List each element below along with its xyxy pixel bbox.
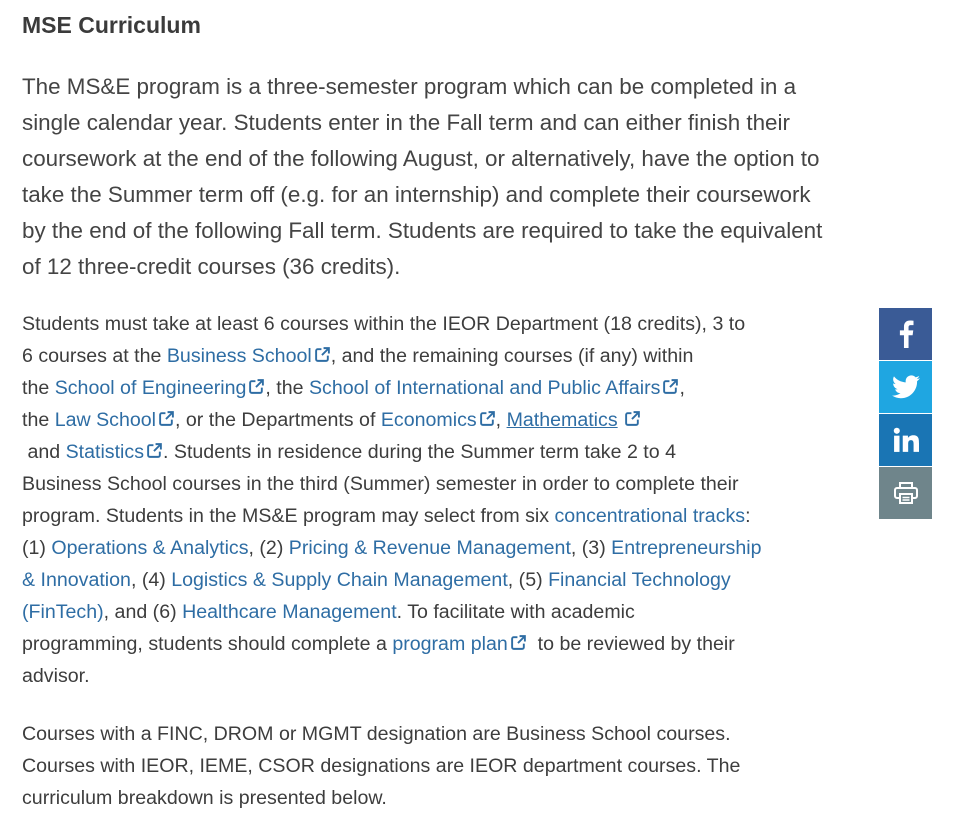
fintech-link[interactable]: (FinTech) xyxy=(22,601,104,623)
body-text: . Students in residence during the Summer term take 2 to 4 xyxy=(163,441,676,463)
sipa-link[interactable] xyxy=(309,377,679,399)
entrepreneurship-link[interactable]: & Innovation xyxy=(22,569,131,591)
body-line xyxy=(22,532,852,564)
facebook-share-button[interactable] xyxy=(879,308,932,360)
body-line xyxy=(22,404,852,436)
logistics-supply-chain-link[interactable]: Logistics & Supply Chain Management xyxy=(171,569,508,591)
external-link-icon xyxy=(146,442,163,459)
statistics-link[interactable] xyxy=(66,441,163,463)
body-line xyxy=(22,660,852,692)
body-text: , (5) xyxy=(507,569,549,591)
body-text: , (3) xyxy=(570,537,612,559)
school-of-engineering-link[interactable] xyxy=(55,377,266,399)
intro-line: single calendar year. Students enter in the Fall term and can either finish their xyxy=(22,110,790,135)
business-school-link[interactable] xyxy=(167,345,331,367)
share-toolbar xyxy=(879,308,932,520)
body-line xyxy=(22,340,852,372)
body-text: . To facilitate with academic xyxy=(396,601,635,623)
body-text: , and (6) xyxy=(103,601,183,623)
healthcare-management-link[interactable]: Healthcare Management xyxy=(182,601,397,623)
facebook-icon xyxy=(895,320,917,348)
intro-line: The MS&E program is a three-semester program which can be completed in a xyxy=(22,74,797,99)
link-text: Economics xyxy=(380,409,477,431)
external-link-icon xyxy=(248,378,265,395)
body-text: the xyxy=(22,377,55,399)
body-text: (1) xyxy=(22,537,52,559)
closing-line: Courses with IEOR, IEME, CSOR designations are IEOR department courses. The xyxy=(22,755,741,777)
body-line xyxy=(22,500,852,532)
twitter-share-button[interactable] xyxy=(879,361,932,413)
body-line xyxy=(22,628,852,660)
linkedin-icon xyxy=(893,427,919,453)
body-text: advisor. xyxy=(22,665,90,687)
body-text: to be reviewed by their xyxy=(526,633,735,655)
body-text: program. Students in the MS&E program may select from six xyxy=(22,505,555,527)
body-text: 6 courses at the xyxy=(22,345,167,367)
body-text: , and the remaining courses (if any) within xyxy=(330,345,694,367)
link-text: Law School xyxy=(54,409,156,431)
entrepreneurship-link[interactable]: Entrepreneurship xyxy=(611,537,762,559)
external-link-icon xyxy=(479,410,496,427)
requirements-paragraph xyxy=(22,308,852,692)
intro-line: of 12 three-credit courses (36 credits). xyxy=(22,254,401,279)
fintech-link[interactable]: Financial Technology xyxy=(548,569,731,591)
intro-paragraph xyxy=(22,69,922,285)
operations-analytics-link[interactable]: Operations & Analytics xyxy=(51,537,249,559)
body-line xyxy=(22,564,852,596)
external-link-icon xyxy=(624,410,641,427)
body-text: , (2) xyxy=(248,537,289,559)
economics-link[interactable] xyxy=(381,409,496,431)
body-text: Students must take at least 6 courses within the IEOR Department (18 credits), 3 to xyxy=(22,313,746,335)
body-text: : xyxy=(745,505,751,527)
intro-line: by the end of the following Fall term. Students are required to take the equivalent xyxy=(22,218,823,243)
print-icon xyxy=(894,482,918,504)
pricing-revenue-link[interactable]: Pricing & Revenue Management xyxy=(288,537,571,559)
body-text: the xyxy=(22,409,55,431)
body-line xyxy=(22,436,852,468)
body-text: , the xyxy=(265,377,309,399)
link-text: program plan xyxy=(392,633,508,655)
external-link-icon xyxy=(158,410,175,427)
link-text: Mathematics xyxy=(506,409,618,431)
body-text: , xyxy=(679,377,685,399)
external-link-icon xyxy=(510,634,527,651)
law-school-link[interactable] xyxy=(55,409,175,431)
closing-line: curriculum breakdown is presented below. xyxy=(22,787,387,809)
body-text: , (4) xyxy=(130,569,172,591)
intro-line: take the Summer term off (e.g. for an internship) and complete their coursework xyxy=(22,182,811,207)
linkedin-share-button[interactable] xyxy=(879,414,932,466)
twitter-icon xyxy=(892,375,920,399)
external-link-icon xyxy=(662,378,679,395)
body-text: and xyxy=(22,441,66,463)
link-text: Statistics xyxy=(65,441,144,463)
concentrational-tracks-link[interactable]: concentrational tracks xyxy=(554,505,746,527)
body-text: , or the Departments of xyxy=(175,409,381,431)
body-line xyxy=(22,372,852,404)
link-text: Business School xyxy=(166,345,312,367)
body-text: Business School courses in the third (Summer) semester in order to complete their xyxy=(22,473,739,495)
body-text: , xyxy=(495,409,507,431)
mathematics-link[interactable] xyxy=(507,409,618,431)
body-text: programming, students should complete a xyxy=(22,633,393,655)
link-text: School of Engineering xyxy=(54,377,247,399)
print-button[interactable] xyxy=(879,467,932,519)
intro-line: coursework at the end of the following August, or alternatively, have the option to xyxy=(22,146,820,171)
program-plan-link[interactable] xyxy=(392,633,526,655)
body-line xyxy=(22,468,852,500)
body-line xyxy=(22,308,852,340)
link-text: School of International and Public Affairs xyxy=(308,377,661,399)
closing-line: Courses with a FINC, DROM or MGMT designation are Business School courses. xyxy=(22,723,731,745)
page-heading: MSE Curriculum xyxy=(22,12,201,38)
designation-paragraph xyxy=(22,718,852,814)
external-link-icon xyxy=(314,346,331,363)
body-line xyxy=(22,596,852,628)
